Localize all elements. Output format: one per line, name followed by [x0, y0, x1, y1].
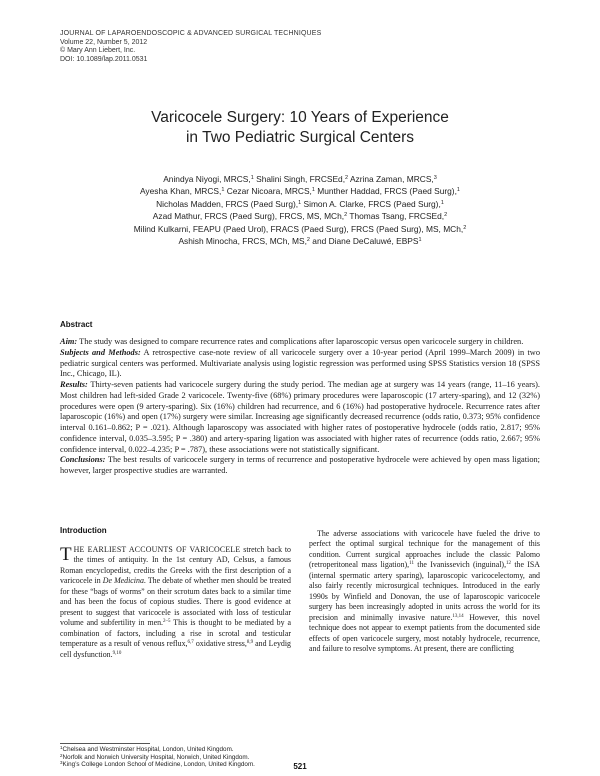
journal-header: [60, 30, 540, 64]
abstract-heading: Abstract: [60, 320, 93, 329]
affiliation-marker: 2: [463, 224, 467, 231]
italic-title: De Medicina: [102, 576, 144, 586]
drop-cap: T: [60, 544, 72, 565]
author-line: [90, 198, 510, 210]
footnote-divider: [60, 743, 150, 744]
paragraph-text: the Ivanissevich (inguinal),: [413, 560, 507, 570]
abstract-aim: [60, 337, 540, 348]
footnote-marker: 1: [60, 745, 63, 750]
author-name: Cezar Nicoara, MRCS,: [224, 186, 312, 197]
introduction-heading: Introduction: [60, 526, 107, 535]
author-name: Ayesha Khan, MRCS,: [140, 186, 222, 197]
title-line-1: Varicocele Surgery: 10 Years of Experience: [151, 109, 449, 126]
author-name: Munther Haddad, FRCS (Paed Surg),: [314, 186, 457, 197]
author-name: Azad Mathur, FRCS (Paed Surg), FRCS, MS, MCh,: [152, 211, 345, 222]
citation-marker: 2–5: [163, 619, 171, 625]
aim-label: Aim:: [60, 337, 78, 346]
footnote-marker: 2: [60, 752, 63, 758]
author-line: [90, 173, 510, 185]
affiliation-marker: 2: [344, 212, 348, 219]
affiliation-marker: 1: [311, 187, 315, 194]
methods-text: A retrospective case-note review of all varicocele surgery over a 10-year period (April 1999–March 2009) in two pediatric surgical centers was performed. Multivariate analysis using logistic regression was performed using SPSS Statistics version 18 (SPSS Inc., Chicago, IL).: [60, 347, 540, 379]
journal-copyright: © Mary Ann Liebert, Inc.: [60, 47, 136, 55]
author-name: Milind Kulkarni, FEAPU (Paed Urol), FRACS (Paed Surg), FRCS (Paed Surg), MS, MCh,: [133, 223, 464, 234]
abstract-results: [60, 380, 540, 455]
citation-marker: 9,10: [112, 650, 122, 656]
footnote-marker: 3: [60, 760, 63, 766]
paragraph-text: However, this novel technique does not appear to exempt patients from the documented side effects of open varicocele surgery, most notably hydrocele, recurrence, and failure to resolve symptoms. At present, there are conflicting: [309, 612, 540, 653]
footnote-text: Chelsea and Westminster Hospital, London, United Kingdom.: [62, 746, 234, 753]
author-name: Simon A. Clarke, FRCS (Paed Surg),: [301, 198, 441, 209]
citation-marker: 8,9: [246, 640, 254, 646]
author-line: [90, 210, 510, 222]
author-name: and Diane DeCaluwé, EBPS: [309, 236, 419, 247]
lead-in-smallcaps: HE EARLIEST ACCOUNTS OF VARICOCELE: [73, 545, 241, 554]
conclusions-label: Conclusions:: [60, 455, 106, 465]
author-name: Anindya Niyogi, MRCS,: [163, 174, 251, 184]
journal-doi: DOI: 10.1089/lap.2011.0531: [60, 55, 148, 63]
affiliation-marker: 1: [250, 175, 254, 181]
citation-marker: 12: [506, 561, 512, 567]
author-line: [90, 223, 510, 235]
abstract-conclusions: [60, 455, 540, 477]
footnote-text: Norfolk and Norwich University Hospital, Norwich, United Kingdom.: [62, 753, 250, 761]
footnote: [60, 746, 360, 754]
affiliation-marker: 1: [456, 187, 460, 194]
citation-marker: 13,14: [452, 613, 464, 619]
author-name: Nicholas Madden, FRCS (Paed Surg),: [156, 198, 299, 209]
footnote-text: King’s College London School of Medicine, London, United Kingdom.: [62, 761, 255, 769]
affiliation-marker: 1: [440, 199, 444, 206]
paragraph-text: . The debate of whether men should be treated for these “bags of worms” on their scrotum dates back to a similar time and has been the focus of copious studies. There is good evidence at present to suggest that varicocele is associated with loss of testicular volume and subfertility in men.: [60, 576, 291, 628]
intro-paragraph: [309, 529, 540, 654]
citation-marker: 11: [409, 561, 414, 567]
affiliation-marker: 2: [306, 237, 310, 244]
paragraph-text: This is thought to be mediated by a combination of factors, including a rise in scrotal and testicular temperature as a result of venous reflux,: [60, 618, 291, 649]
paragraph-text: and Leydig cell dysfunction.: [60, 639, 291, 659]
author-name: Shalini Singh, FRCSEd,: [253, 174, 346, 184]
title-line-2: in Two Pediatric Surgical Centers: [185, 129, 414, 146]
conclusions-text: The best results of varicocele surgery in terms of recurrence and postoperative hydrocele were achieved by open mass ligation; however, larger prospective studies are warranted.: [60, 455, 540, 475]
author-name: Thomas Tsang, FRCSEd,: [347, 211, 445, 222]
author-line: [90, 235, 510, 247]
paragraph-text: stretch back to the times of antiquity. In the 1st century AD, Celsus, a famous Roman encyclopedist, credits the Greeks with the first description of a varicocele in: [60, 545, 292, 586]
paragraph-text: the ISA (internal spermatic artery sparing), laparoscopic varicocelectomy, and also fairly recently microsurgical techniques. Introduced in the early 1990s by Winfield and Donovan, the use of laparoscopic varicocele surgery has been increasingly adopted in units across the world for its precision and minimally invasive nature.: [309, 560, 540, 622]
journal-name: JOURNAL OF LAPAROENDOSCOPIC & ADVANCED SURGICAL TECHNIQUES: [60, 30, 322, 37]
journal-volume: Volume 22, Number 5, 2012: [60, 38, 148, 46]
intro-left-column: [60, 545, 291, 660]
author-name: Ashish Minocha, FRCS, MCh, MS,: [178, 236, 307, 247]
results-text: Thirty-seven patients had varicocele surgery during the study period. The median age at surgery was 14 years (range, 11–16 years). Most children had left-sided Grade 2 varicocele. Twenty-five (68%) primary procedures were laparoscopic (17 artery-sparing), and 12 (32%) procedures were open (9 artery-sparing). Six (16%) children had recurrence, and 6 (16%) had postoperative hydrocele. Recurrence rates after laparoscopic (16%) and open (17%) surgery were similar. Increasing age significantly decreased recurrence (odds ratio, 0.373; 95% confidence interval 0.161–0.862; P = .021). Although laparoscopy was associated with higher rates of postoperative hydrocele (odds ratio, 2.817; 95% confidence interval, 0.035–3.595; P = .380) and artery-sparing ligation was associated with higher rates of recurrence (odds ratio, 2.667; 95% confidence interval, 0.022–4.235; P = .787), these associations were not statistically significant.: [60, 380, 540, 454]
citation-marker: 6,7: [187, 640, 194, 646]
affiliation-marker: 1: [298, 199, 302, 206]
author-list: [90, 173, 510, 247]
results-label: Results:: [60, 380, 88, 389]
affiliation-marker: 3: [433, 175, 437, 181]
affiliation-marker: 1: [418, 237, 422, 244]
paragraph-text: The adverse associations with varicocele have fueled the drive to perfect the optimal surgical technique for the management of this condition. Current surgical approaches include the classic Palomo (retroperitoneal mass ligation),: [309, 529, 540, 570]
abstract-methods: [60, 348, 540, 380]
intro-right-column: [309, 529, 540, 654]
affiliation-marker: 1: [221, 187, 225, 194]
methods-label: Subjects and Methods:: [60, 347, 141, 357]
page-number: 521: [293, 762, 307, 771]
author-name: Azrina Zaman, MRCS,: [348, 174, 434, 184]
intro-paragraph: [60, 545, 291, 660]
affiliation-marker: 2: [444, 212, 448, 219]
author-line: [90, 185, 510, 197]
article-title: [60, 108, 540, 148]
aim-text: The study was designed to compare recurrence rates and complications after laparoscopic versus open varicocele surgery in children.: [77, 337, 524, 346]
affiliation-marker: 2: [345, 175, 349, 181]
paragraph-text: oxidative stress,: [193, 639, 247, 649]
abstract-body: [60, 337, 540, 477]
